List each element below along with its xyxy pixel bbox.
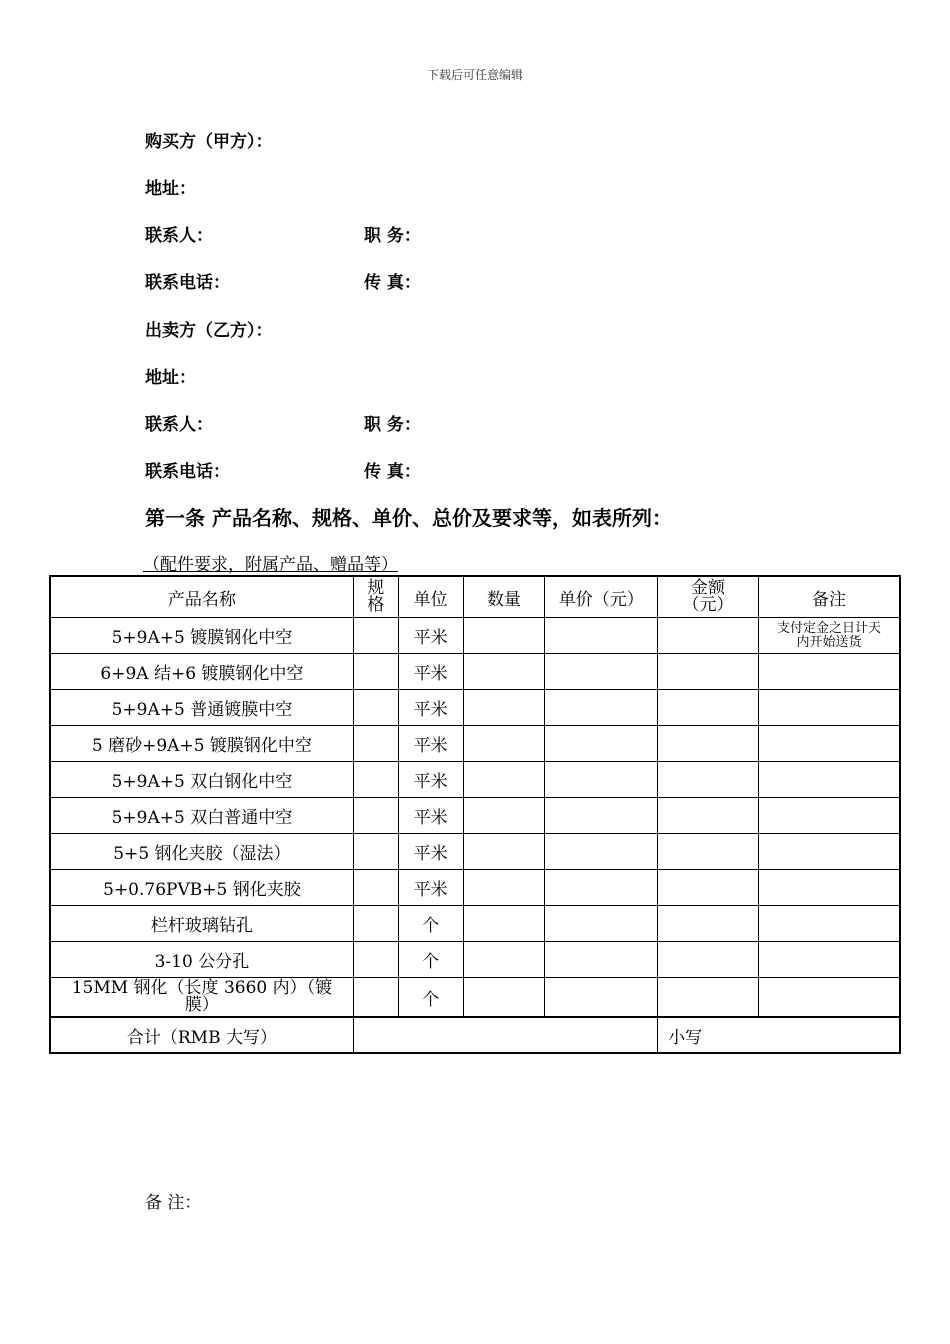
unit-cell: 平米 bbox=[398, 726, 463, 762]
qty-cell[interactable] bbox=[463, 870, 545, 906]
amount-cell[interactable] bbox=[658, 834, 759, 870]
price-cell[interactable] bbox=[545, 690, 658, 726]
unit-cell: 平米 bbox=[398, 834, 463, 870]
unit-cell: 个 bbox=[398, 942, 463, 978]
product-name: 15MM 钢化（长度 3660 内）（镀 膜） bbox=[50, 978, 353, 1018]
qty-cell[interactable] bbox=[463, 834, 545, 870]
amount-cell[interactable] bbox=[658, 762, 759, 798]
header-amount: 金额 （元） bbox=[658, 576, 759, 618]
table-row bbox=[50, 618, 900, 654]
unit-cell: 平米 bbox=[398, 690, 463, 726]
spec-cell[interactable] bbox=[353, 942, 398, 978]
product-name: 5+9A+5 镀膜钢化中空 bbox=[50, 618, 353, 654]
spec-cell[interactable] bbox=[353, 978, 398, 1018]
seller-phone-label: 联系电话： bbox=[145, 462, 230, 482]
note-cell[interactable] bbox=[758, 762, 900, 798]
clause-note: （配件要求，附属产品、赠品等） bbox=[143, 555, 398, 575]
table-row bbox=[50, 798, 900, 834]
amount-cell[interactable] bbox=[658, 618, 759, 654]
amount-cell[interactable] bbox=[658, 726, 759, 762]
remark-label: 备 注： bbox=[145, 1193, 202, 1213]
seller-position-label: 职 务： bbox=[364, 415, 421, 435]
seller-fax-label: 传 真： bbox=[364, 462, 421, 482]
amount-cell[interactable] bbox=[658, 906, 759, 942]
product-name: 5+9A+5 双白钢化中空 bbox=[50, 762, 353, 798]
note-cell[interactable] bbox=[758, 870, 900, 906]
qty-cell[interactable] bbox=[463, 690, 545, 726]
qty-cell[interactable] bbox=[463, 762, 545, 798]
buyer-fax-label: 传 真： bbox=[364, 273, 421, 293]
products-table bbox=[49, 575, 901, 1054]
buyer-address-label: 地址： bbox=[145, 179, 196, 199]
price-cell[interactable] bbox=[545, 762, 658, 798]
product-name: 5 磨砂+9A+5 镀膜钢化中空 bbox=[50, 726, 353, 762]
product-name: 3-10 公分孔 bbox=[50, 942, 353, 978]
header-spec: 规 格 bbox=[353, 576, 398, 618]
price-cell[interactable] bbox=[545, 726, 658, 762]
note-cell[interactable] bbox=[758, 798, 900, 834]
seller-title: 出卖方（乙方）： bbox=[145, 321, 273, 341]
total-row bbox=[50, 1017, 900, 1053]
table-row bbox=[50, 690, 900, 726]
total-uppercase-cell[interactable] bbox=[353, 1017, 657, 1053]
note-cell[interactable] bbox=[758, 834, 900, 870]
qty-cell[interactable] bbox=[463, 654, 545, 690]
unit-cell: 平米 bbox=[398, 618, 463, 654]
note-cell[interactable] bbox=[758, 654, 900, 690]
amount-cell[interactable] bbox=[658, 798, 759, 834]
table-row bbox=[50, 726, 900, 762]
amount-cell[interactable] bbox=[658, 942, 759, 978]
qty-cell[interactable] bbox=[463, 906, 545, 942]
spec-cell[interactable] bbox=[353, 690, 398, 726]
spec-cell[interactable] bbox=[353, 870, 398, 906]
header-unit: 单位 bbox=[398, 576, 463, 618]
product-name: 5+9A+5 双白普通中空 bbox=[50, 798, 353, 834]
table-row bbox=[50, 978, 900, 1018]
buyer-phone-label: 联系电话： bbox=[145, 273, 230, 293]
spec-cell[interactable] bbox=[353, 654, 398, 690]
price-cell[interactable] bbox=[545, 978, 658, 1018]
spec-cell[interactable] bbox=[353, 906, 398, 942]
qty-cell[interactable] bbox=[463, 726, 545, 762]
header-qty: 数量 bbox=[463, 576, 545, 618]
unit-cell: 个 bbox=[398, 906, 463, 942]
qty-cell[interactable] bbox=[463, 942, 545, 978]
table-row bbox=[50, 834, 900, 870]
qty-cell[interactable] bbox=[463, 618, 545, 654]
note-cell[interactable] bbox=[758, 726, 900, 762]
product-name: 5+0.76PVB+5 钢化夹胶 bbox=[50, 870, 353, 906]
spec-cell[interactable] bbox=[353, 618, 398, 654]
amount-cell[interactable] bbox=[658, 690, 759, 726]
price-cell[interactable] bbox=[545, 834, 658, 870]
product-name: 5+9A+5 普通镀膜中空 bbox=[50, 690, 353, 726]
product-name: 栏杆玻璃钻孔 bbox=[50, 906, 353, 942]
product-name: 6+9A 结+6 镀膜钢化中空 bbox=[50, 654, 353, 690]
header-price: 单价（元） bbox=[545, 576, 658, 618]
table-row bbox=[50, 654, 900, 690]
table-row bbox=[50, 762, 900, 798]
amount-cell[interactable] bbox=[658, 654, 759, 690]
unit-cell: 平米 bbox=[398, 870, 463, 906]
amount-cell[interactable] bbox=[658, 978, 759, 1018]
seller-contact-label: 联系人： bbox=[145, 415, 213, 435]
price-cell[interactable] bbox=[545, 798, 658, 834]
unit-cell: 平米 bbox=[398, 798, 463, 834]
seller-address-label: 地址： bbox=[145, 368, 196, 388]
unit-cell: 平米 bbox=[398, 762, 463, 798]
header-note: 备注 bbox=[758, 576, 900, 618]
note-cell[interactable] bbox=[758, 978, 900, 1018]
note-cell: 支付定金之日计天 内开始送货 bbox=[758, 618, 900, 654]
total-lowercase-cell[interactable]: 小写 bbox=[658, 1017, 900, 1053]
buyer-contact-label: 联系人： bbox=[145, 226, 213, 246]
table-row bbox=[50, 870, 900, 906]
buyer-title: 购买方（甲方）： bbox=[145, 132, 273, 152]
price-cell[interactable] bbox=[545, 906, 658, 942]
table-row bbox=[50, 942, 900, 978]
price-cell[interactable] bbox=[545, 654, 658, 690]
header-note: 下载后可任意编辑 bbox=[426, 68, 523, 82]
unit-cell: 个 bbox=[398, 978, 463, 1018]
note-cell[interactable] bbox=[758, 690, 900, 726]
unit-cell: 平米 bbox=[398, 654, 463, 690]
note-cell[interactable] bbox=[758, 942, 900, 978]
table-row bbox=[50, 906, 900, 942]
buyer-position-label: 职 务： bbox=[364, 226, 421, 246]
spec-cell[interactable] bbox=[353, 726, 398, 762]
qty-cell[interactable] bbox=[463, 798, 545, 834]
price-cell[interactable] bbox=[545, 942, 658, 978]
price-cell[interactable] bbox=[545, 618, 658, 654]
price-cell[interactable] bbox=[545, 870, 658, 906]
spec-cell[interactable] bbox=[353, 798, 398, 834]
amount-cell[interactable] bbox=[658, 870, 759, 906]
spec-cell[interactable] bbox=[353, 834, 398, 870]
total-label: 合计（RMB 大写） bbox=[50, 1017, 353, 1053]
product-name: 5+5 钢化夹胶（湿法） bbox=[50, 834, 353, 870]
clause-title: 第一条 产品名称、规格、单价、总价及要求等，如表所列： bbox=[145, 506, 672, 530]
header-name: 产品名称 bbox=[50, 576, 353, 618]
spec-cell[interactable] bbox=[353, 762, 398, 798]
qty-cell[interactable] bbox=[463, 978, 545, 1018]
table-header-row bbox=[50, 576, 900, 618]
note-cell[interactable] bbox=[758, 906, 900, 942]
